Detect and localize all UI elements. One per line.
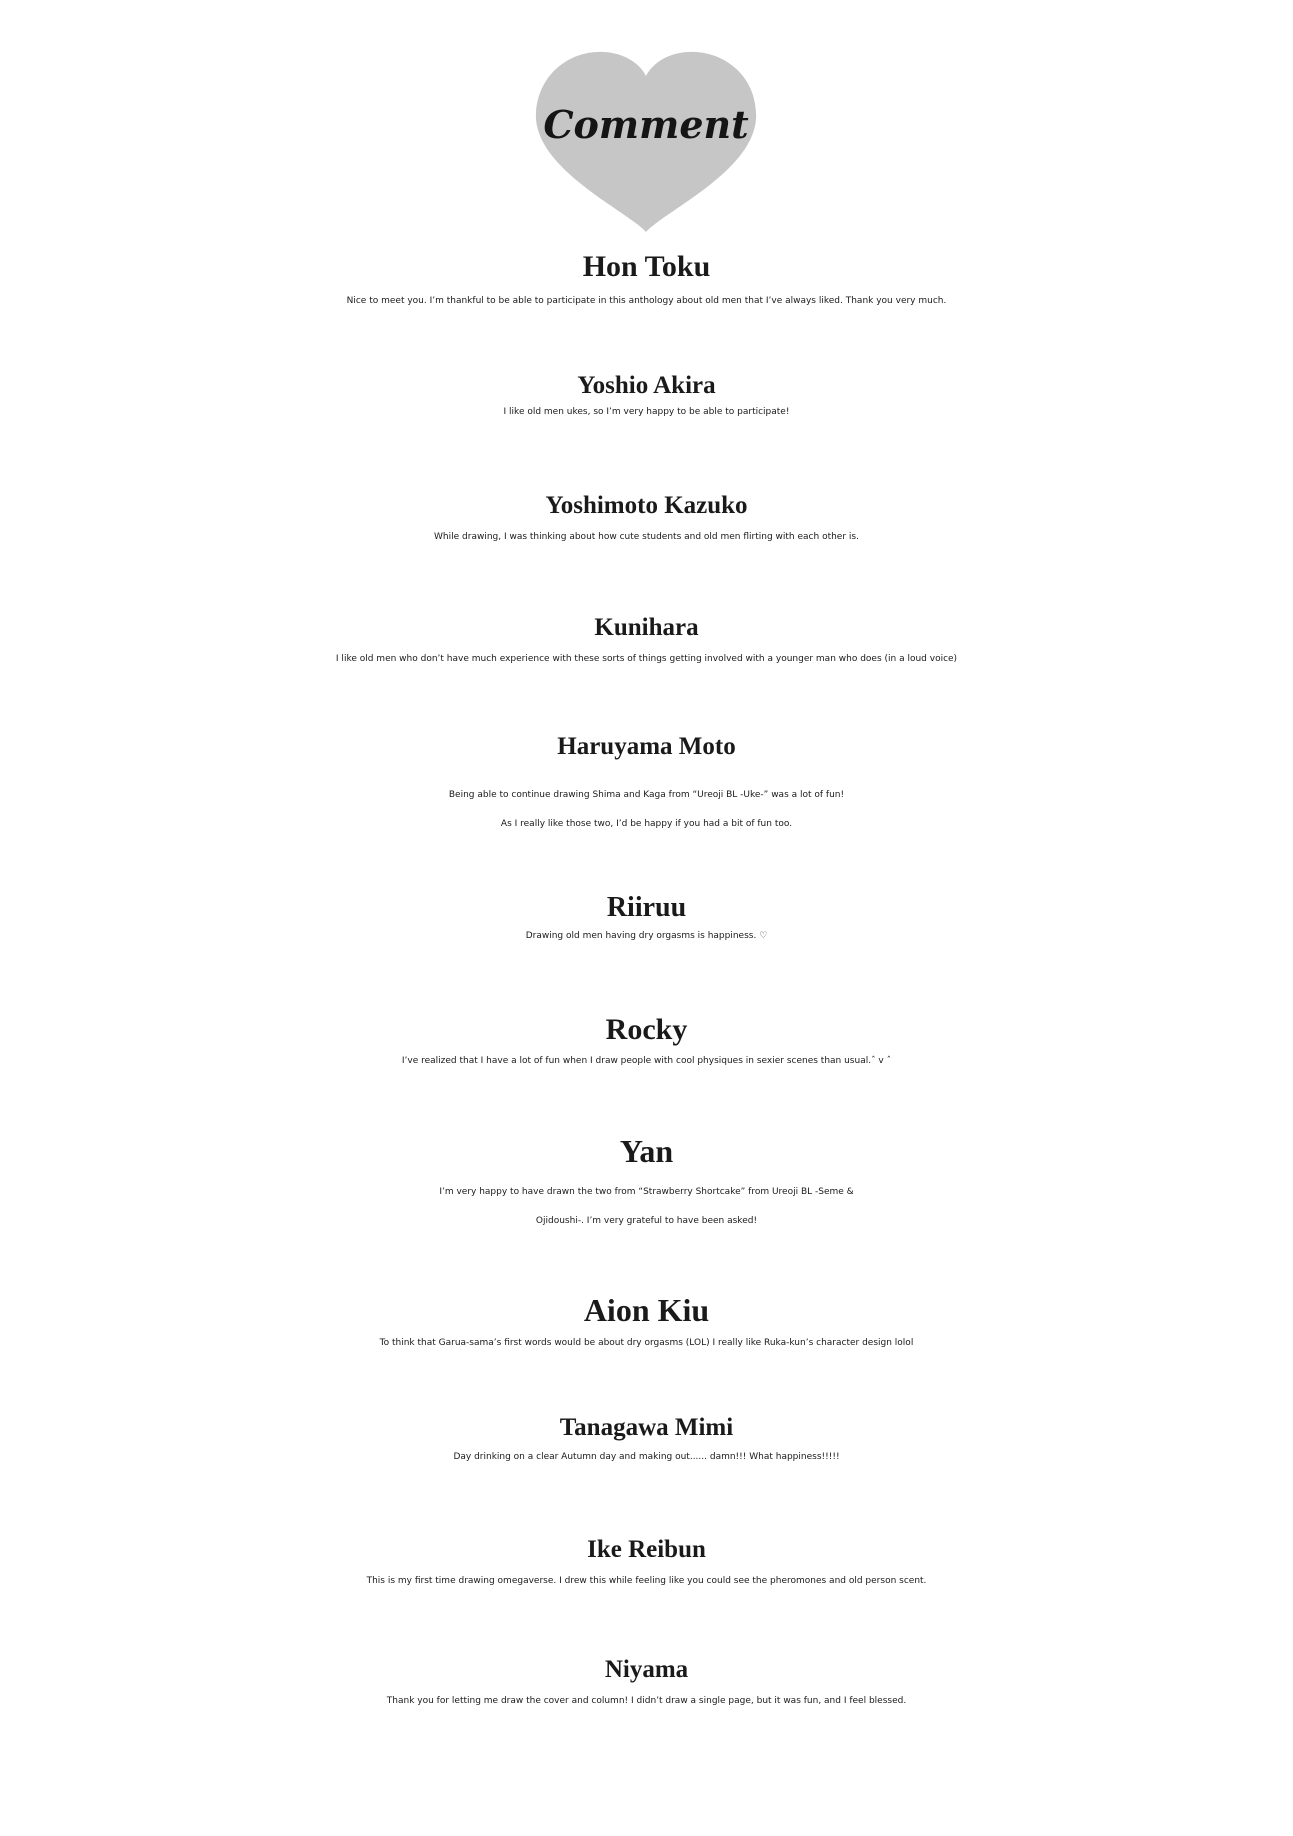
comment-entry: [0, 1656, 1293, 1706]
comment-entry: [0, 1536, 1293, 1586]
comment-line: I like old men ukes, so I’m very happy to be able to participate!: [503, 407, 790, 417]
comment-line: Drawing old men having dry orgasms is happiness. ♡: [525, 931, 768, 941]
comment-text: [0, 1576, 1293, 1586]
comment-line: Nice to meet you. I’m thankful to be able to participate in this anthology about old men that I’ve always liked. Thank you very much.: [346, 296, 947, 306]
author-name: Hon Toku: [582, 250, 711, 283]
comment-line: Ojidoushi-. I’m very grateful to have been asked!: [535, 1216, 758, 1226]
comment-entry: [0, 250, 1293, 306]
author-name: Tanagawa Mimi: [559, 1414, 734, 1441]
page-title: Comment: [543, 102, 749, 147]
comment-text: [0, 407, 1293, 417]
comment-entry: [0, 1013, 1293, 1066]
comment-text: [0, 532, 1293, 542]
comment-line: To think that Garua-sama’s first words would be about dry orgasms (LOL) I really like Ruka-kun’s character design lolol: [379, 1338, 914, 1348]
comment-entry: [0, 614, 1293, 664]
author-name: Yoshimoto Kazuko: [545, 492, 748, 519]
comment-header: [530, 48, 762, 234]
comment-line: Day drinking on a clear Autumn day and making out...... damn!!! What happiness!!!!!: [453, 1452, 840, 1462]
author-name: Ike Reibun: [587, 1536, 706, 1563]
author-name: Niyama: [604, 1656, 689, 1683]
author-name: Yoshio Akira: [577, 372, 716, 399]
comment-text: [0, 1452, 1293, 1462]
comment-line: I’ve realized that I have a lot of fun when I draw people with cool physiques in sexier scenes than usual.ˆ v ˆ: [401, 1056, 892, 1066]
comment-line: Thank you for letting me draw the cover and column! I didn’t draw a single page, but it was fun, and I feel blessed.: [386, 1696, 907, 1706]
comment-entry: [0, 733, 1293, 839]
comment-entry: [0, 1133, 1293, 1236]
comment-text: [0, 931, 1293, 941]
comment-entry: [0, 1292, 1293, 1348]
comment-entry: [0, 372, 1293, 417]
comment-text: [0, 654, 1293, 664]
author-name: Yan: [619, 1133, 674, 1169]
comment-entry: [0, 492, 1293, 542]
comment-entry: [0, 892, 1293, 941]
comment-text: [0, 296, 1293, 306]
comment-line: I like old men who don’t have much experience with these sorts of things getting involved with a younger man who does (in a loud voice): [335, 654, 958, 664]
author-name: Rocky: [605, 1013, 688, 1046]
author-name: Riiruu: [606, 892, 687, 923]
comment-line: While drawing, I was thinking about how cute students and old men flirting with each other is.: [434, 532, 859, 542]
comment-line: This is my first time drawing omegaverse. I drew this while feeling like you could see the pheromones and old person scent.: [366, 1576, 927, 1586]
comment-line: I’m very happy to have drawn the two from “Strawberry Shortcake” from Ureoji BL -Seme &: [439, 1187, 854, 1197]
author-name: Aion Kiu: [583, 1292, 710, 1328]
comment-text: [0, 1056, 1293, 1066]
comment-line: Being able to continue drawing Shima and Kaga from “Ureoji BL -Uke-” was a lot of fun!: [448, 790, 845, 800]
comment-text: [0, 1178, 1293, 1236]
comment-text: [0, 1338, 1293, 1348]
comment-text: [0, 1696, 1293, 1706]
author-name: Haruyama Moto: [557, 733, 736, 760]
comment-text: [0, 781, 1293, 839]
author-name: Kunihara: [594, 614, 699, 641]
comment-line: As I really like those two, I’d be happy if you had a bit of fun too.: [500, 819, 793, 829]
comment-entry: [0, 1414, 1293, 1462]
